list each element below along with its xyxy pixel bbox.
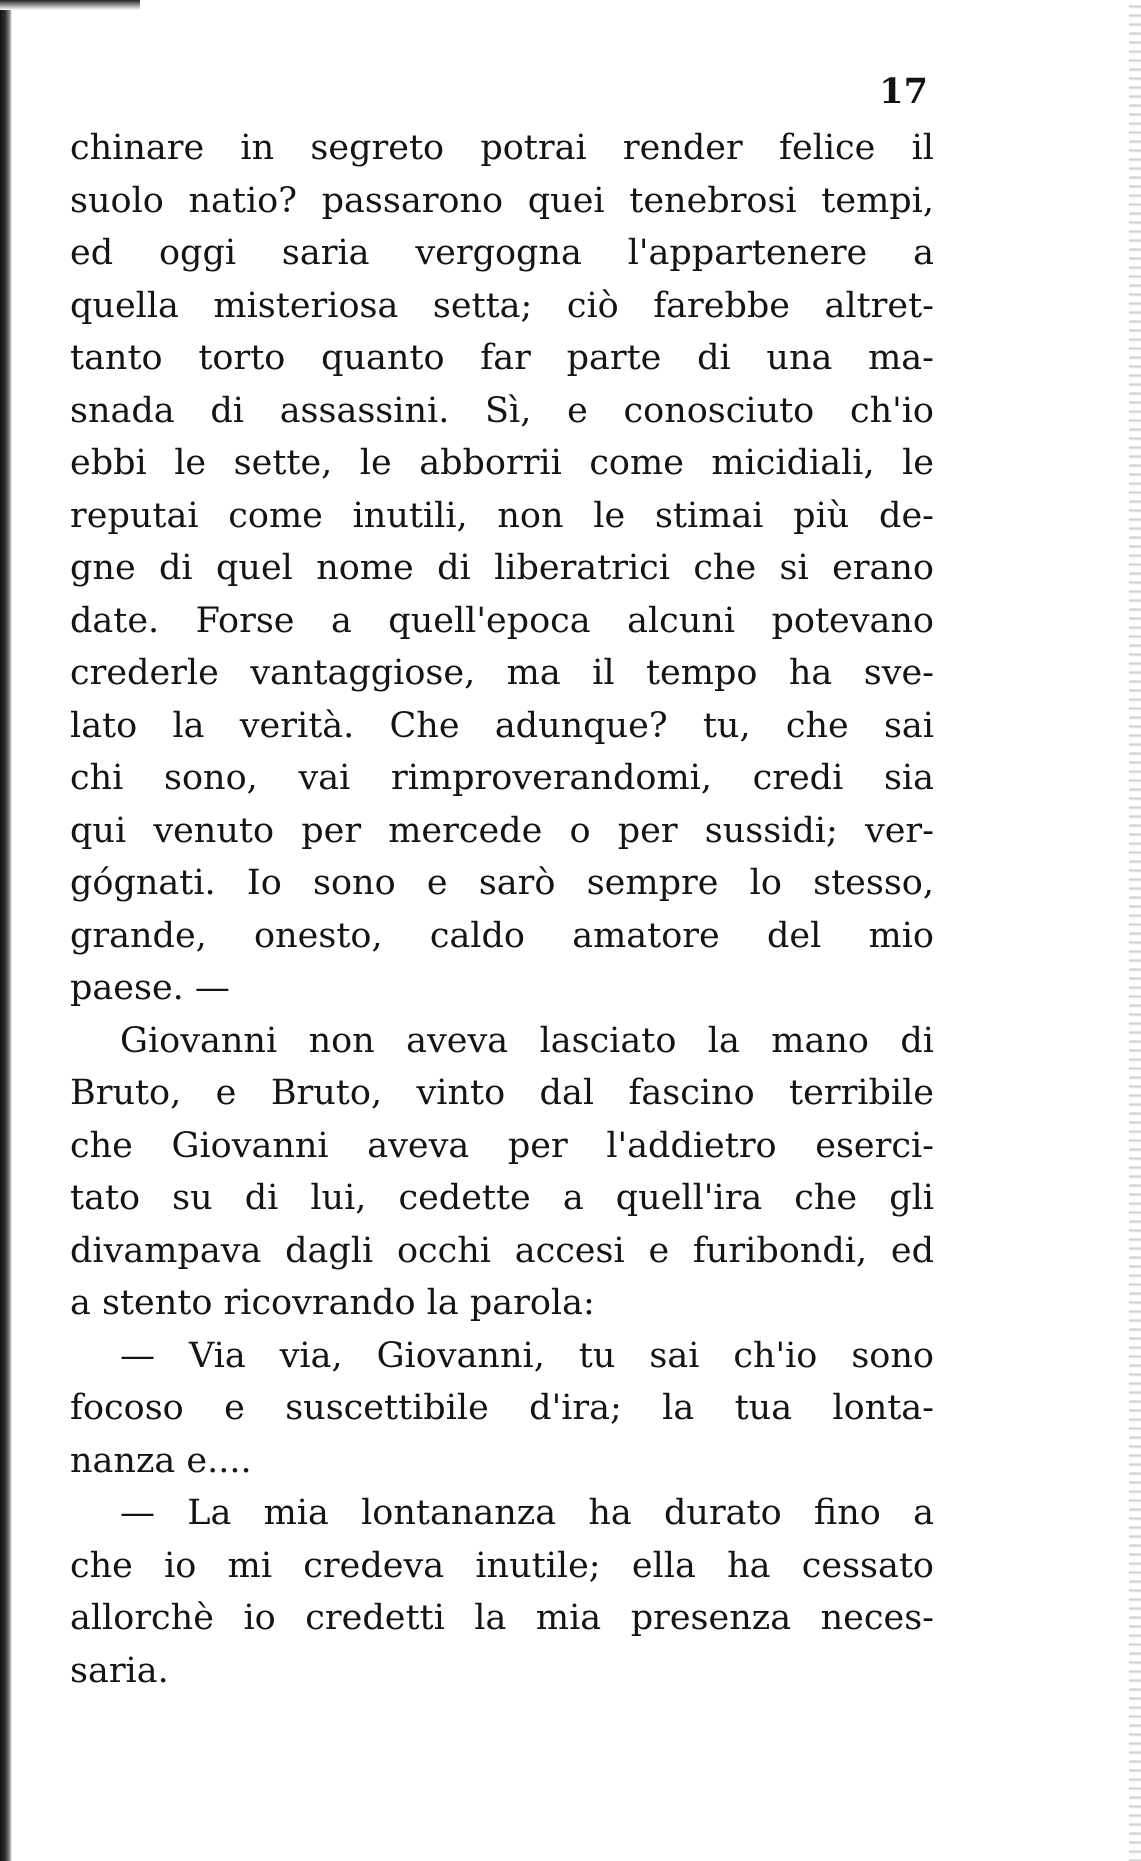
text-line: chinare in segreto potrai render felice il bbox=[70, 128, 934, 168]
text-line: grande, onesto, caldo amatore del mio bbox=[70, 915, 934, 956]
text-line: snada di assassini. Sì, e conosciuto ch'io bbox=[70, 390, 934, 431]
text-line: gógnati. Io sono e sarò sempre lo stesso, bbox=[70, 863, 934, 903]
text-line: nanza e.... bbox=[70, 1440, 252, 1481]
text-line: reputai come inutili, non le stimai più de- bbox=[70, 495, 934, 536]
text-line: suolo natio? passarono quei tenebrosi tempi, bbox=[70, 180, 934, 221]
text-line: Bruto, e Bruto, vinto dal fascino terribile bbox=[70, 1073, 934, 1113]
text-line: lato la verità. Che adunque? tu, che sai bbox=[70, 705, 934, 746]
text-line: — La mia lontananza ha durato fino a bbox=[120, 1493, 934, 1533]
text-line: quella misteriosa setta; ciò farebbe altret- bbox=[70, 285, 934, 326]
text-line: gne di quel nome di liberatrici che si erano bbox=[70, 548, 934, 588]
text-line: paese. — bbox=[70, 968, 230, 1008]
text-line: saria. bbox=[70, 1650, 169, 1691]
paragraph-lines bbox=[70, 122, 934, 1697]
text-line: qui venuto per mercede o per sussidi; ver- bbox=[70, 810, 934, 851]
page-number: 17 bbox=[879, 71, 928, 112]
binding-edge bbox=[0, 0, 12, 1861]
text-line: focoso e suscettibile d'ira; la tua lonta- bbox=[70, 1388, 934, 1428]
text-line: — Via via, Giovanni, tu sai ch'io sono bbox=[120, 1335, 934, 1376]
text-line: Giovanni non aveva lasciato la mano di bbox=[120, 1020, 934, 1061]
text-line: chi sono, vai rimproverandomi, credi sia bbox=[70, 758, 934, 798]
binding-edge-top bbox=[0, 0, 140, 10]
text-line: divampava dagli occhi accesi e furibondi, ed bbox=[70, 1230, 934, 1271]
text-line: crederle vantaggiose, ma il tempo ha sve- bbox=[70, 653, 934, 693]
text-block bbox=[70, 62, 934, 1697]
text-line: ed oggi saria vergogna l'appartenere a bbox=[70, 233, 934, 273]
text-line: ebbi le sette, le abborrii come micidiali, le bbox=[70, 443, 934, 483]
page-edge bbox=[1129, 0, 1141, 1861]
text-line: allorchè io credetti la mia presenza neces- bbox=[70, 1598, 934, 1638]
text-line: tanto torto quanto far parte di una ma- bbox=[70, 338, 934, 378]
text-line: tato su di lui, cedette a quell'ira che gli bbox=[70, 1178, 934, 1218]
text-line: date. Forse a quell'epoca alcuni potevano bbox=[70, 600, 934, 641]
text-line: che io mi credeva inutile; ella ha cessato bbox=[70, 1545, 934, 1586]
text-line: a stento ricovrando la parola: bbox=[70, 1283, 595, 1323]
text-line: che Giovanni aveva per l'addietro eserci- bbox=[70, 1125, 934, 1166]
